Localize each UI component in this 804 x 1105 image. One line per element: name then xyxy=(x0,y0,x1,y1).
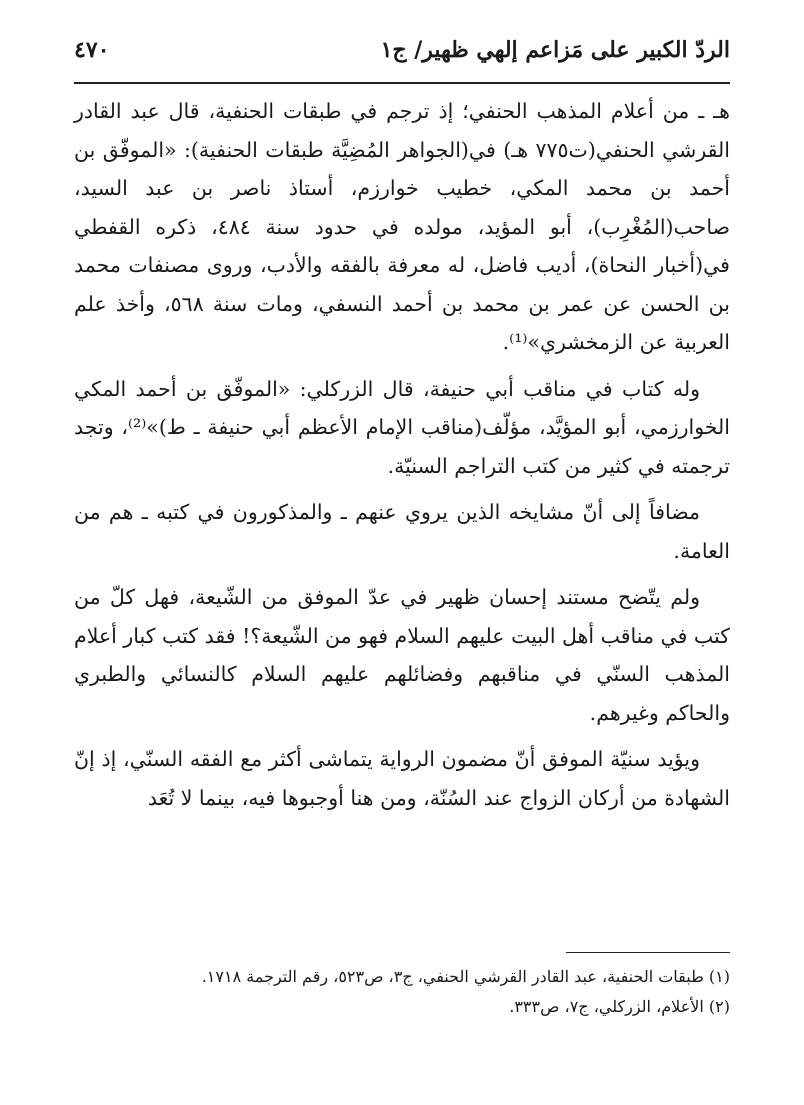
paragraph-4: ولم يتّضح مستند إحسان ظهير في عدّ الموفق من الشّيعة، فهل كلّ من كتب في مناقب أهل البيت عليهم السلام فهو من الشّيعة؟! فقد كتب كبار أعلام المذهب السنّي في مناقبهم وفضائلهم عليهم السلام كالنسائي والطبري والحاكم وغيرهم. xyxy=(74,585,730,725)
running-title: الردّ الكبير على مَزاعم إلهي ظهير/ ج١ xyxy=(380,37,730,63)
footnote-2: (٢) الأعلام، الزركلي، ج٧، ص٣٣٣. xyxy=(509,997,730,1016)
footnotes xyxy=(74,962,730,1022)
footnote-divider xyxy=(566,952,730,953)
main-text xyxy=(74,92,730,825)
header-divider xyxy=(74,82,730,84)
running-header xyxy=(74,28,730,72)
paragraph-1: هـ ـ من أعلام المذهب الحنفي؛ إذ ترجم في طبقات الحنفية، قال عبد القادر القرشي الحنفي(ت٧٧٥ هـ) في(الجواهر المُضِيَّة طبقات الحنفية): «الموفّق بن أحمد بن محمد المكي، خطيب خوارزم، أستاذ ناصر بن عبد السيد، صاحب(المُغْرِب)، أبو المؤيد، مولده في حدود سنة ٤٨٤، ذكره القفطي في(أخبار النحاة)، أديب فاضل، له معرفة بالفقه والأدب، وروى مصنفات محمد بن الحسن عن عمر بن محمد بن أحمد النسفي، ومات سنة ٥٦٨، وأخذ علم العربية عن الزمخشري»⁽¹⁾. xyxy=(74,99,730,354)
paragraph-2: وله كتاب في مناقب أبي حنيفة، قال الزركلي: «الموفّق بن أحمد المكي الخوارزمي، أبو المؤيَّد، مؤلّف(مناقب الإمام الأعظم أبي حنيفة ـ ط)»⁽²⁾، وتجد ترجمته في كثير من كتب التراجم السنيّة. xyxy=(74,376,730,478)
paragraph-3: مضافاً إلى أنّ مشايخه الذين يروي عنهم ـ والمذكورون في كتبه ـ هم من العامة. xyxy=(74,500,730,563)
paragraph-5: ويؤيد سنيّة الموفق أنّ مضمون الرواية يتماشى أكثر مع الفقه السنّي، إذ إنّ الشهادة من أركان الزواج عند السُنّة، ومن هنا أوجبوها فيه، بينما لا تُعَد xyxy=(74,747,730,810)
footnote-1: (١) طبقات الحنفية، عبد القادر القرشي الحنفي، ج٣، ص٥٢٣، رقم الترجمة ١٧١٨. xyxy=(201,967,730,986)
page-number: ٤٧٠ xyxy=(74,37,110,63)
